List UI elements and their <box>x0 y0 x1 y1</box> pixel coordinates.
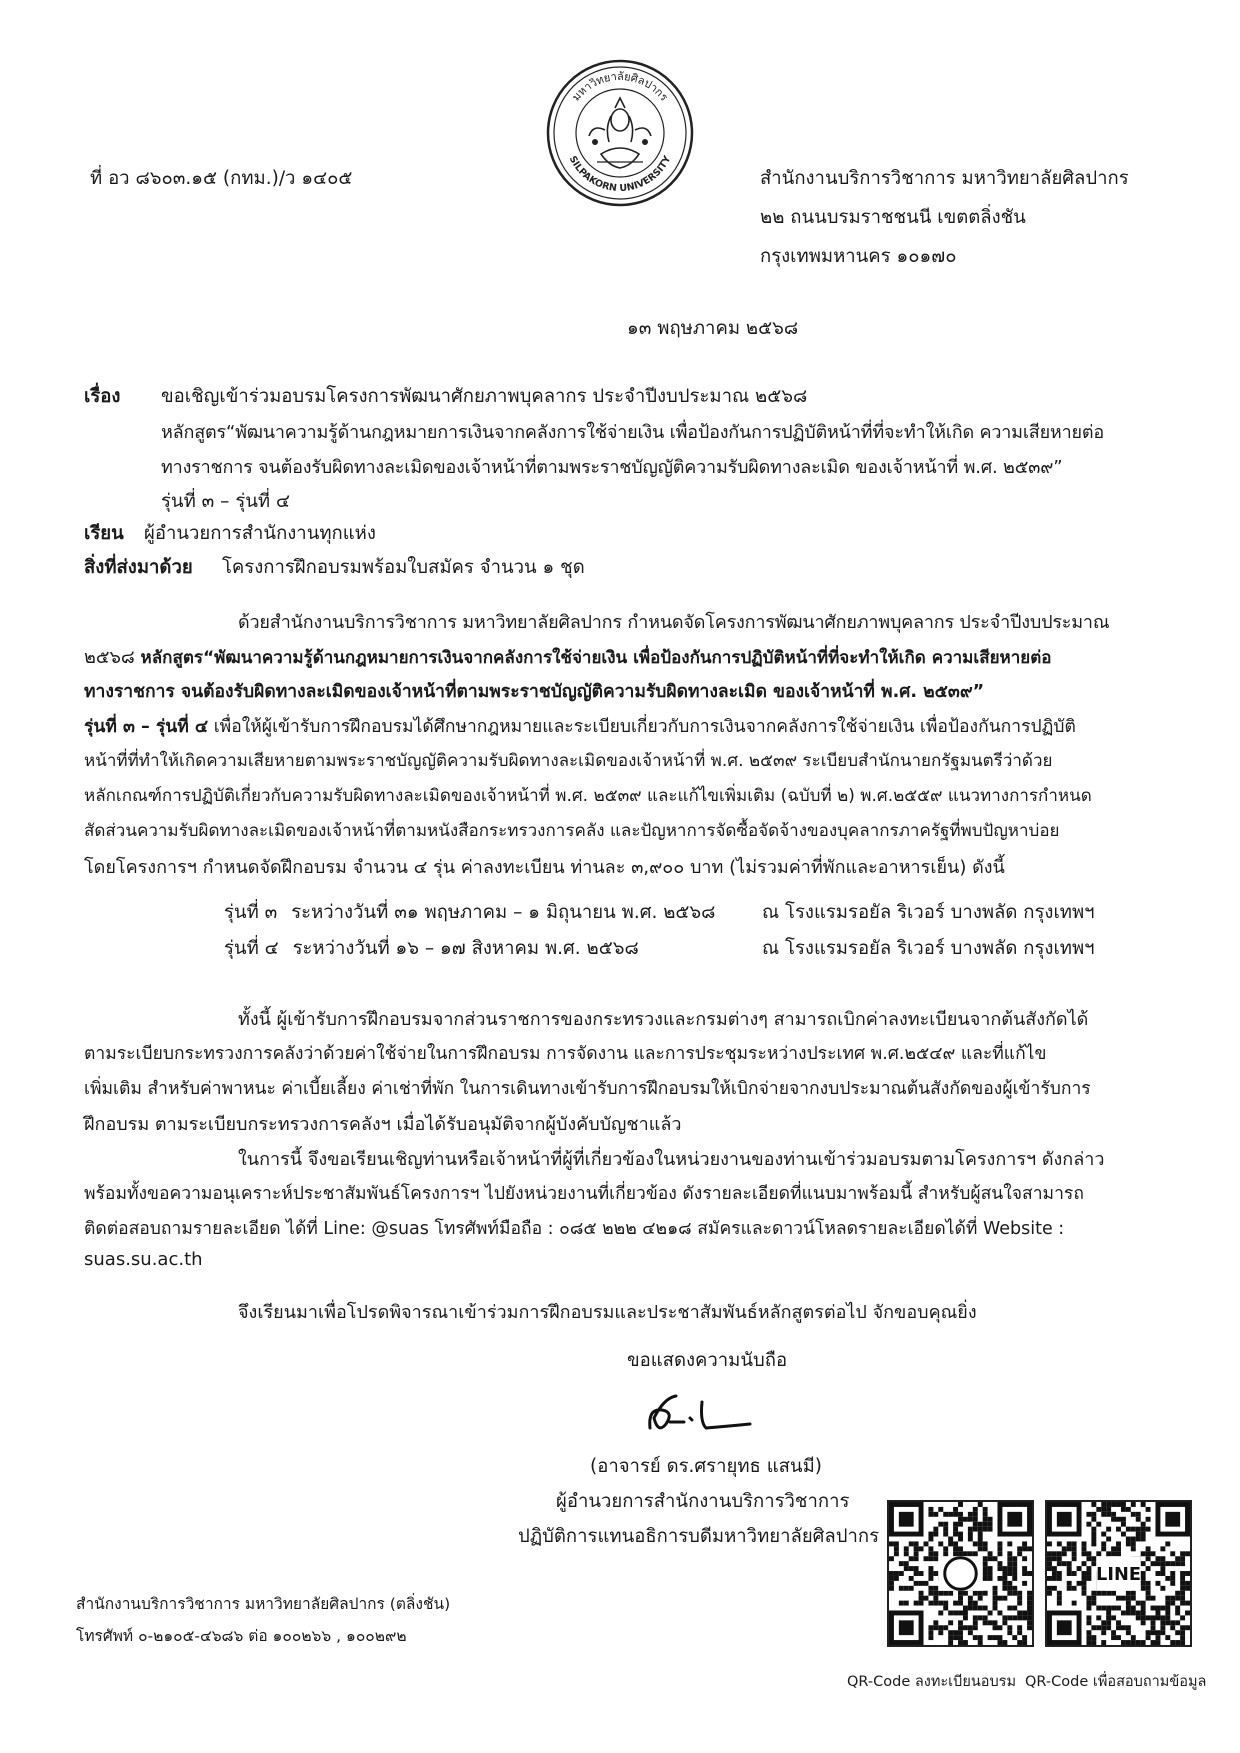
schedule-dates: ระหว่างวันที่ ๓๑ พฤษภาคม – ๑ มิถุนายน พ.ศ. ๒๕๖๘ <box>291 902 716 923</box>
schedule-venue: ณ โรงแรมรอยัล ริเวอร์ บางพลัด กรุงเทพฯ <box>762 902 1095 923</box>
para3-line-3: ติดต่อสอบถามรายละเอียด ได้ที่ Line: @suas โทรศัพท์มือถือ : ๐๘๕ ๒๒๒ ๔๒๑๘ สมัครและดาวน์โหลดรายละเอียดได้ที่ Website : <box>84 1219 1065 1239</box>
para3-line-1: ในการนี้ จึงขอเรียนเชิญท่านหรือเจ้าหน้าที่ผู้ที่เกี่ยวข้องในหน่วยงานของท่านเข้าร่วมอบรมตามโครงการฯ ดังกล่าว <box>238 1149 1105 1170</box>
para1-line-5: หน้าที่ที่ทำให้เกิดความเสียหายตามพระราชบัญญัติความรับผิดทางละเมิดของเจ้าหน้าที่ พ.ศ. ๒๕๓๙ ระเบียบสำนักนายกรัฐมนตรีว่าด้วย <box>84 751 1053 771</box>
para3-line-2: พร้อมทั้งขอความอนุเคราะห์ประชาสัมพันธ์โครงการฯ ไปยังหน่วยงานที่เกี่ยวข้อง ดังรายละเอียดที่แนบมาพร้อมนี้ สำหรับผู้สนใจสามารถ <box>84 1184 1084 1204</box>
para1-line-3: ทางราชการ จนต้องรับผิดทางละเมิดของเจ้าหน้าที่ตามพระราชบัญญัติความรับผิดทางละเมิด ของเจ้าหน้าที่ พ.ศ. ๒๕๓๙” <box>84 682 985 702</box>
para1-objective: เพื่อให้ผู้เข้ารับการฝึกอบรมได้ศึกษากฎหมายและระเบียบเกี่ยวกับการเงินจากคลังการใช้จ่ายเงิน เพื่อป้องกันการปฏิบัติ <box>213 717 1076 737</box>
para2-line-3: เพิ่มเติม สำหรับค่าพาหนะ ค่าเบี้ยเลี้ยง ค่าเช่าที่พัก ในการเดินทางเข้ารับการฝึกอบรมให้เบิกจ่ายจากงบประมาณต้นสังกัดของผู้เข้ารับการ <box>84 1079 1091 1099</box>
letter-date: ๑๓ พฤษภาคม ๒๕๖๘ <box>627 318 799 339</box>
seal-text-top: มหาวิทยาลัยศิลปากร <box>569 69 671 104</box>
subject-line-3: ทางราชการ จนต้องรับผิดทางละเมิดของเจ้าหน้าที่ตามพระราชบัญญัติความรับผิดทางละเมิด ของเจ้าหน้าที่ พ.ศ. ๒๕๓๙” <box>161 457 1063 478</box>
subject-label: เรื่อง <box>84 386 121 407</box>
schedule-dates: ระหว่างวันที่ ๑๖ – ๑๗ สิงหาคม พ.ศ. ๒๕๖๘ <box>292 938 639 959</box>
para1-course-title: หลักสูตร“พัฒนาความรู้ด้านกฎหมายการเงินจากคลังการใช้จ่ายเงิน เพื่อป้องกันการปฏิบัติหน้าที่ที่จะทำให้เกิด ความเสียหายต่อ <box>140 648 1052 668</box>
qr-registration-caption: QR-Code ลงทะเบียนอบรม <box>847 1674 1017 1690</box>
para1-line-2 <box>84 642 1052 671</box>
para1-line-1: ด้วยสำนักงานบริการวิชาการ มหาวิทยาลัยศิลปากร กำหนดจัดโครงการพัฒนาศักยภาพบุคลากร ประจำปีงบประมาณ <box>238 612 1110 633</box>
footer-office: สำนักงานบริการวิชาการ มหาวิทยาลัยศิลปากร (ตลิ่งชัน) <box>76 1595 451 1613</box>
seal-text-bottom: SILPAKORN UNIVERSITY <box>566 154 674 195</box>
office-name: สำนักงานบริการวิชาการ มหาวิทยาลัยศิลปากร <box>760 168 1129 189</box>
reference-number: ที่ อว ๘๖๐๓.๑๕ (กทม.)/ว ๑๔๐๕ <box>90 168 353 189</box>
office-address-city: กรุงเทพมหานคร ๑๐๑๗๐ <box>760 246 957 267</box>
footer-phone: โทรศัพท์ ๐-๒๑๐๕-๔๖๘๖ ต่อ ๑๐๐๒๖๖ , ๑๐๐๒๙๒ <box>76 1627 407 1645</box>
signer-name: (อาจารย์ ดร.ศรายุทธ แสนมี) <box>590 1456 822 1477</box>
qr-code-icon <box>889 1502 1032 1645</box>
para1-line-7: สัดส่วนความรับผิดทางละเมิดของเจ้าหน้าที่ตามหนังสือกระทรวงการคลัง และปัญหาการจัดซื้อจัดจ้างของบุคลากรภาครัฐที่พบปัญหาบ่อย <box>84 821 1060 841</box>
line-logo-text: LINE <box>1096 1564 1141 1585</box>
para1-line-6: หลักเกณฑ์การปฏิบัติเกี่ยวกับความรับผิดทางละเมิดของเจ้าหน้าที่ พ.ศ. ๒๕๓๙ และแก้ไขเพิ่มเติม (ฉบับที่ ๒) พ.ศ.๒๕๕๙ แนวทางการกำหนด <box>84 786 1092 806</box>
subject-line-2: หลักสูตร“พัฒนาความรู้ด้านกฎหมายการเงินจากคลังการใช้จ่ายเงิน เพื่อป้องกันการปฏิบัติหน้าที่ที่จะทำให้เกิด ความเสียหายต่อ <box>161 422 1104 443</box>
signer-title-2: ปฏิบัติการแทนอธิการบดีมหาวิทยาลัยศิลปากร <box>518 1526 880 1547</box>
recipient-label: เรียน <box>84 523 124 544</box>
enclosure-label: สิ่งที่ส่งมาด้วย <box>84 557 193 578</box>
signature <box>640 1388 770 1440</box>
para1-line-8: โดยโครงการฯ กำหนดจัดฝึกอบรม จำนวน ๔ รุ่น ค่าลงทะเบียน ท่านละ ๓,๙๐๐ บาท (ไม่รวมค่าที่พักและอาหารเย็น) ดังนี้ <box>84 857 1005 878</box>
para1-line-4 <box>84 712 1076 740</box>
university-seal <box>545 58 695 208</box>
schedule-row <box>224 898 715 927</box>
schedule-batch: รุ่นที่ ๓ <box>224 902 278 923</box>
subject-line-4: รุ่นที่ ๓ – รุ่นที่ ๔ <box>161 491 290 512</box>
subject-line-1: ขอเชิญเข้าร่วมอบรมโครงการพัฒนาศักยภาพบุคลากร ประจำปีงบประมาณ ๒๕๖๘ <box>161 386 808 407</box>
schedule-venue: ณ โรงแรมรอยัล ริเวอร์ บางพลัด กรุงเทพฯ <box>762 938 1095 959</box>
para2-line-4: ฝึกอบรม ตามระเบียบกระทรวงการคลังฯ เมื่อได้รับอนุมัติจากผู้บังคับบัญชาแล้ว <box>84 1114 682 1135</box>
para3-line-4: suas.su.ac.th <box>84 1249 203 1270</box>
para2-line-1: ทั้งนี้ ผู้เข้ารับการฝึกอบรมจากส่วนราชการของกระทรวงและกรมต่างๆ สามารถเบิกค่าลงทะเบียนจากต้นสังกัดได้ <box>238 1009 1089 1030</box>
signer-title-1: ผู้อำนวยการสำนักงานบริการวิชาการ <box>556 1491 850 1512</box>
closing-request: จึงเรียนมาเพื่อโปรดพิจารณาเข้าร่วมการฝึกอบรมและประชาสัมพันธ์หลักสูตรต่อไป จักขอบคุณยิ่ง <box>238 1302 977 1323</box>
qr-registration[interactable] <box>887 1500 1034 1647</box>
closing-regards: ขอแสดงความนับถือ <box>627 1350 788 1371</box>
para2-line-2: ตามระเบียบกระทรวงการคลังว่าด้วยค่าใช้จ่ายในการฝึกอบรม การจัดงาน และการประชุมระหว่างประเทศ พ.ศ.๒๕๔๙ และที่แก้ไข <box>84 1044 1047 1064</box>
office-address-street: ๒๒ ถนนบรมราชชนนี เขตตลิ่งชัน <box>760 207 1026 228</box>
para1-year: ๒๕๖๘ <box>84 647 135 668</box>
enclosure-text: โครงการฝึกอบรมพร้อมใบสมัคร จำนวน ๑ ชุด <box>222 557 585 578</box>
qr-line-contact[interactable] <box>1045 1500 1192 1647</box>
qr-code-icon <box>1047 1502 1190 1645</box>
schedule-batch: รุ่นที่ ๔ <box>224 938 279 959</box>
recipient-text: ผู้อำนวยการสำนักงานทุกแห่ง <box>144 523 376 544</box>
para1-batches: รุ่นที่ ๓ – รุ่นที่ ๔ <box>84 717 209 737</box>
qr-line-caption: QR-Code เพื่อสอบถามข้อมูล <box>1025 1674 1207 1690</box>
schedule-row <box>224 934 639 963</box>
